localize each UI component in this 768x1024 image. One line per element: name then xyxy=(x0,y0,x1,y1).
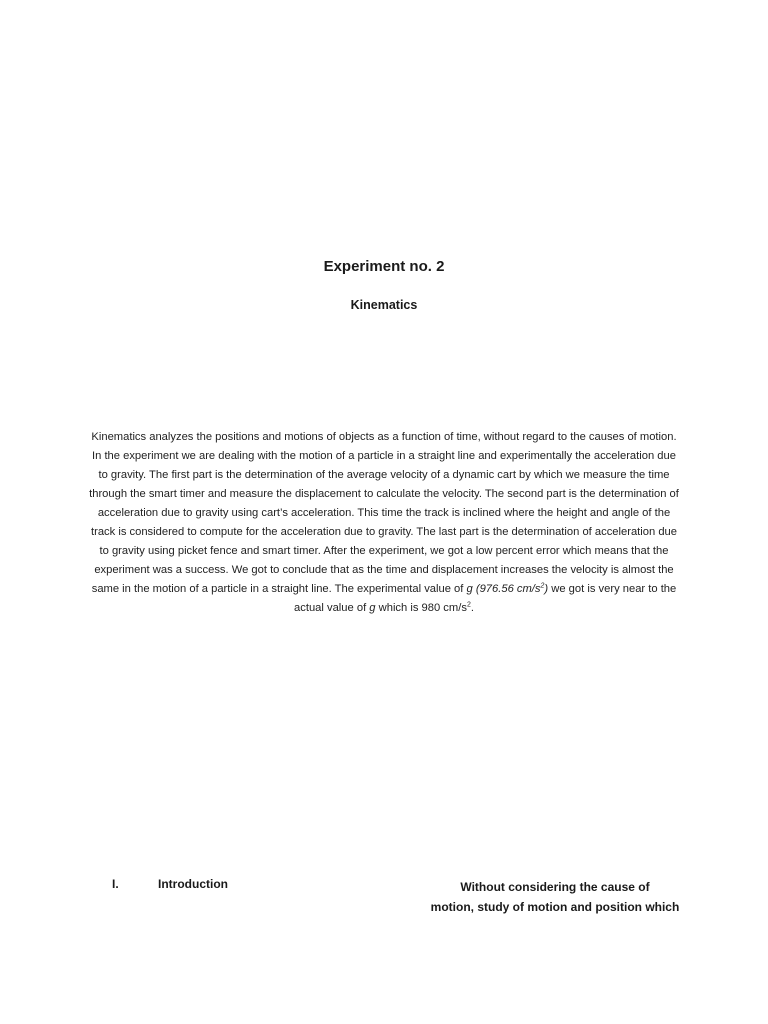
intro-line-2: motion, study of motion and position which xyxy=(430,900,680,914)
section-title: Introduction xyxy=(158,877,228,891)
exponent-2: 2 xyxy=(466,601,471,609)
intro-line-1: Without considering the cause of xyxy=(460,880,650,894)
g-experimental-value: (976.56 cm/s xyxy=(472,583,541,595)
abstract-text-4: . xyxy=(470,602,474,614)
abstract-text-3: which is 980 cm/s xyxy=(375,602,467,614)
g-symbol: g xyxy=(466,583,473,595)
document-subtitle: Kinematics xyxy=(350,298,418,312)
section-number: I. xyxy=(112,877,119,891)
exponent-1: 2 xyxy=(540,582,545,590)
abstract-text-1: Kinematics analyzes the positions and motions of objects as a function of time, without regard to the causes of motion. In the experiment we are dealing with the motion of a particle in a straight line and experimentally the acceleration due to gravity. The first part is the determination of the average velocity of a dynamic cart by which we measure the time through the smart timer and measure the displacement to calculate the velocity. The second part is the determination of acceleration due to gravity using cart’s acceleration. This time the track is inclined where the height and angle of the track is considered to compute for the acceleration due to gravity. The last part is the determination of acceleration due to gravity using picket fence and smart timer. After the experiment, we got a low percent error which means that the experiment was a success. We got to conclude that as the time and displacement increases the velocity is almost the same in the motion of a particle in a straight line. The experimental value of xyxy=(89,431,679,595)
document-title: Experiment no. 2 xyxy=(323,258,445,275)
abstract-paragraph xyxy=(88,428,680,618)
abstract-text-2: we got is very near to the actual value of xyxy=(294,583,677,614)
intro-column-text xyxy=(410,877,700,917)
g-symbol-2: g xyxy=(369,602,376,614)
g-value-close: ) xyxy=(544,583,549,595)
